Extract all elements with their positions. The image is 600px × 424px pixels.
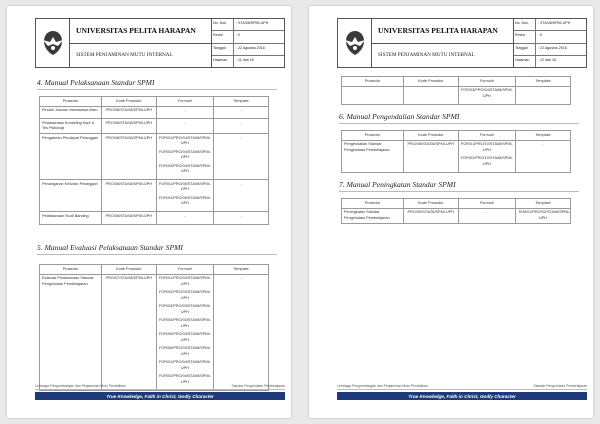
section-4-heading: 4. Manual Pelaksanaan Standar SPMI: [37, 78, 277, 90]
doc-no-label: No. Dok.: [514, 19, 536, 30]
table-row: [342, 86, 571, 104]
table-header-row: [40, 97, 269, 107]
procedure-cell: Evaluasi Pelaksanaan Standar Pengelolaan Pembelajaran: [40, 274, 102, 390]
template-cell: -: [214, 134, 269, 180]
section-7-heading: 7. Manual Peningkatan Standar SPMI: [339, 180, 579, 192]
form-code: FOR/02/PRO/03/STA08/SPMI-UPH: [158, 290, 211, 300]
form-code: -: [486, 210, 488, 214]
section-6-heading: 6. Manual Pengendalian Standar SPMI: [339, 112, 579, 124]
page-footer: [337, 384, 587, 400]
form-code: FOR/03/PRO/03/STA08/SPMI-UPH: [158, 304, 211, 314]
university-logo: [338, 19, 372, 67]
system-name: SISTEM PENJAMINAN MUTU INTERNAL: [378, 52, 475, 59]
table-header-row: [342, 131, 571, 141]
table-row: [40, 180, 269, 212]
form-column-header: Formulir: [458, 77, 515, 87]
template-column-header: Template: [516, 199, 571, 209]
footer-motto: True Knowledge, Faith in Christ, Godly Character: [337, 392, 587, 400]
form-code: FOR/01/PRO/03/STA08/SPMI-UPH: [158, 276, 211, 286]
date-label: Tanggal: [212, 44, 234, 55]
form-code: FOR/01/PRO/04/STA08/SPMI-UPH: [158, 135, 211, 145]
section-5-table: [39, 264, 269, 391]
template-column-header: Template: [214, 265, 269, 275]
procedure-cell: Penanganan Keluhan Pelanggan: [40, 180, 102, 212]
section-5-table-continued: [341, 76, 571, 105]
code-cell: PRO/08/STA/08/SPMI-UPH: [101, 106, 156, 119]
form-code: FOR/02/PRO/04/STA08/SPMI-UPH: [158, 374, 211, 384]
document-meta: [514, 19, 586, 67]
doc-no-value: : STA/08/SPMI-UPH: [236, 21, 269, 25]
code-column-header: Kode Prosedur: [403, 77, 458, 87]
template-cell: -: [516, 140, 571, 172]
page-footer: [35, 384, 285, 400]
form-column-header: Formulir: [156, 265, 213, 275]
code-cell: PRO/08/STA/08/SPMI-UPH: [101, 134, 156, 180]
form-cell: [458, 86, 515, 104]
revision-value: : 0: [236, 33, 240, 38]
form-cell: [156, 274, 213, 390]
document-header: [35, 18, 285, 68]
table-row: [40, 274, 269, 390]
page-label: Halaman: [212, 56, 234, 67]
procedure-cell: Pengendalian Standar Pengelolaan Pembelajaran: [342, 140, 404, 172]
form-column-header: Formulir: [156, 97, 213, 107]
section-6-table: [341, 130, 571, 173]
form-code: FOR/02/PRO/10/STA08/SPMI-UPH: [460, 156, 513, 166]
section-7-table: [341, 198, 571, 224]
footer-institute: Lembaga Pengembangan dan Penjaminan Mutu Pendidikan: [337, 384, 428, 388]
form-cell: [156, 106, 213, 119]
form-code: FOR/02/PRO/04/STA08/SPMI-UPH: [158, 149, 211, 159]
code-column-header: Kode Prosedur: [403, 199, 458, 209]
table-row: [342, 208, 571, 223]
procedure-cell: [342, 86, 404, 104]
code-cell: PRO/08/STA/08/SPMI-UPH: [101, 119, 156, 134]
code-cell: [403, 86, 458, 104]
revision-label: Revisi: [212, 31, 234, 42]
form-code: -: [184, 108, 186, 112]
page-number: : 11 dari 16: [236, 57, 254, 62]
form-cell: [156, 119, 213, 134]
form-code: FOR/06/PRO/03/STA08/SPMI-UPH: [158, 346, 211, 356]
date-value: : 22 Agustus 2016: [236, 45, 265, 50]
table-row: [40, 106, 269, 119]
procedure-cell: Pelaksanaan Studi Banding: [40, 212, 102, 225]
university-name: UNIVERSITAS PELITA HARAPAN: [70, 19, 211, 44]
form-code: FOR/01/PRO/10/STA08/SPMI-UPH: [460, 142, 513, 152]
code-cell: PRO/08/STA/08/SPMI-UPH: [101, 212, 156, 225]
table-header-row: [342, 77, 571, 87]
form-column-header: Formulir: [458, 199, 515, 209]
form-cell: [156, 180, 213, 212]
eagle-crest-icon: [342, 28, 368, 58]
procedure-column-header: Prosedur: [342, 131, 404, 141]
form-code: FOR/05/PRO/03/STA08/SPMI-UPH: [158, 332, 211, 342]
procedure-column-header: Prosedur: [40, 265, 102, 275]
doc-no-label: No. Dok.: [212, 19, 234, 30]
code-cell: PRO/09/STA/08/SPMI-UPH: [403, 208, 458, 223]
footer-standard: Standar Pengelolaan Pembelajaran: [533, 384, 587, 388]
form-cell: [156, 212, 213, 225]
form-code: FOR/04/PRO/03/STA08/SPMI-UPH: [158, 318, 211, 328]
document-page-12: [309, 6, 593, 418]
section-5-heading: 5. Manual Evaluasi Pelaksanaan Standar SPMI: [37, 243, 277, 255]
table-row: [40, 212, 269, 225]
footer-standard: Standar Pengelolaan Pembelajaran: [231, 384, 285, 388]
revision-value: : 0: [538, 33, 542, 38]
procedure-column-header: Prosedur: [342, 77, 404, 87]
template-cell: [516, 86, 571, 104]
procedure-cell: Peningkatan Standar Pengelolaan Pembelajaran: [342, 208, 404, 223]
code-column-header: Kode Prosedur: [403, 131, 458, 141]
template-cell: -: [214, 119, 269, 134]
eagle-crest-icon: [40, 28, 66, 58]
form-column-header: Formulir: [458, 131, 515, 141]
procedure-cell: Pelaksanaan Konseling Karir & Tes Psikologi: [40, 119, 102, 134]
template-column-header: Template: [516, 77, 571, 87]
form-code: FOR/03/PRO/04/STA08/SPMI-UPH: [158, 163, 211, 173]
procedure-cell: Pindah Jurusan Mahasiswa Baru: [40, 106, 102, 119]
code-column-header: Kode Prosedur: [101, 265, 156, 275]
table-row: [342, 140, 571, 172]
procedure-column-header: Prosedur: [342, 199, 404, 209]
template-cell: -: [214, 180, 269, 212]
code-cell: PRO/08/STA/08/SPMI-UPH: [403, 140, 458, 172]
template-cell: TEM/01/PRO/02/STA08/SPMI-UPH: [516, 208, 571, 223]
university-name: UNIVERSITAS PELITA HARAPAN: [372, 19, 513, 44]
revision-label: Revisi: [514, 31, 536, 42]
template-cell: -: [214, 274, 269, 390]
form-code: FOR/03/PRO/04/STA08/SPMI-UPH: [460, 88, 513, 98]
page-number: : 12 dari 16: [538, 57, 556, 62]
system-name: SISTEM PENJAMINAN MUTU INTERNAL: [76, 52, 173, 59]
table-row: [40, 119, 269, 134]
doc-no-value: : STA/08/SPMI-UPH: [538, 21, 571, 25]
footer-motto: True Knowledge, Faith in Christ, Godly Character: [35, 392, 285, 400]
template-cell: -: [214, 212, 269, 225]
template-cell: -: [214, 106, 269, 119]
table-row: [40, 134, 269, 180]
page-label: Halaman: [514, 56, 536, 67]
form-code: FOR/01/PRO/05/STA08/SPMI-UPH: [158, 181, 211, 191]
code-column-header: Kode Prosedur: [101, 97, 156, 107]
template-column-header: Template: [516, 131, 571, 141]
table-header-row: [40, 265, 269, 275]
date-label: Tanggal: [514, 44, 536, 55]
form-code: -: [184, 213, 186, 218]
code-cell: PRO/07/STA/08/SPMI-UPH: [101, 274, 156, 390]
university-logo: [36, 19, 70, 67]
footer-institute: Lembaga Pengembangan dan Penjaminan Mutu Pendidikan: [35, 384, 126, 388]
document-meta: [212, 19, 284, 67]
procedure-column-header: Prosedur: [40, 97, 102, 107]
code-cell: PRO/08/STA/08/SPMI-UPH: [101, 180, 156, 212]
procedure-cell: Pengaturan Pendapat Pelanggan: [40, 134, 102, 180]
document-page-11: [7, 6, 291, 418]
template-column-header: Template: [214, 97, 269, 107]
form-code: FOR/01/PRO/04/STA08/SPMI-UPH: [158, 360, 211, 370]
form-cell: [156, 134, 213, 180]
table-header-row: [342, 199, 571, 209]
form-code: FOR/02/PRO/05/STA08/SPMI-UPH: [158, 195, 211, 205]
document-header: [337, 18, 587, 68]
form-code: -: [184, 120, 186, 125]
section-4-table: [39, 96, 269, 225]
form-cell: [458, 140, 515, 172]
date-value: : 22 Agustus 2016: [538, 45, 567, 50]
form-cell: [458, 208, 515, 223]
